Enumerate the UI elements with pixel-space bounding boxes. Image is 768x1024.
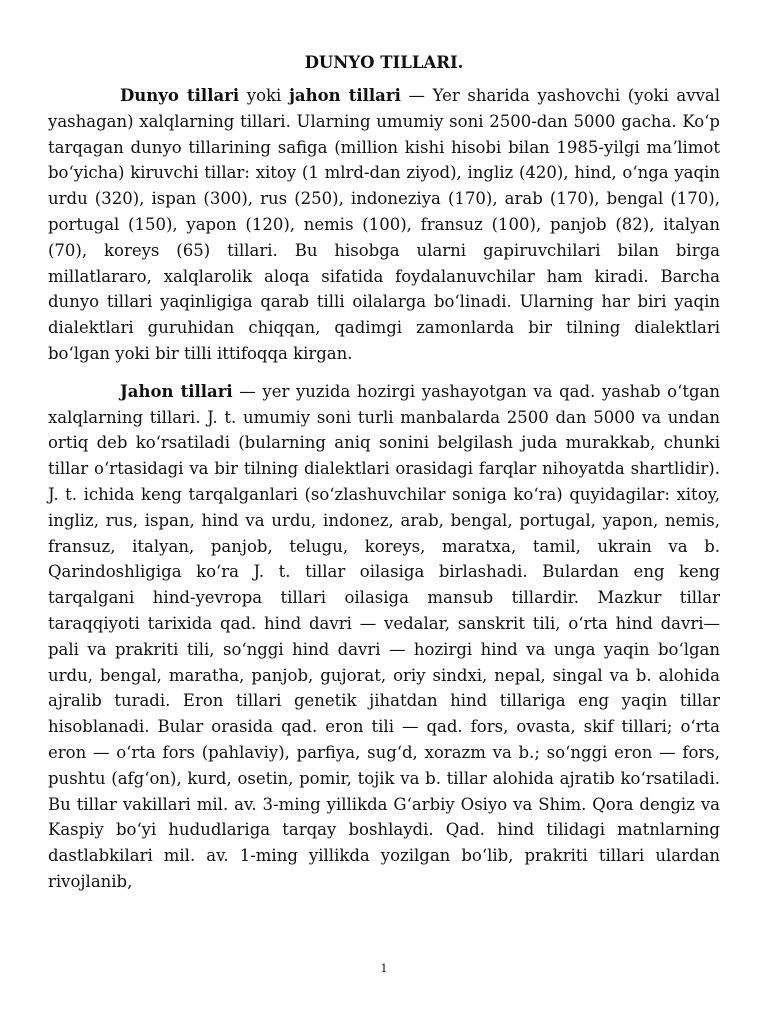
paragraph-dunyo-tillari (48, 83, 720, 367)
page-number: 1 (380, 962, 388, 975)
paragraph-body: — Yer sharida yashovchi (yoki avval yashagan) xalqlarning tillari. Ularning umumiy soni 2500-dan 5000 gacha. Koʻp tarqagan dunyo tillarining safiga (million kishi hisobi bilan 1985-yilgi maʼlimot boʻyicha) kiruvchi tillar: xitoy (1 mlrd-dan ziyod), ingliz (420), hind, oʻnga yaqin urdu (320), ispan (300), rus (250), indoneziya (170), arab (170), bengal (170), portugal (150), yapon (120), nemis (100), fransuz (100), panjob (82), italyan (70), koreys (65) tillari. Bu hisobga ularni gapiruvchilari bilan birga millatlararo, xalqlarolik aloqa sifatida foydalanuvchilar ham kiradi. Barcha dunyo tillari yaqinligiga qarab tilli oilalarga boʻlinadi. Ularning har biri yaqin dialektlari guruhidan chiqqan, qadimgi zamonlarda bir tilning dialektlari boʻlgan yoki bir tilli ittifoqqa kirgan. (48, 86, 721, 363)
paragraph-jahon-tillari (48, 379, 720, 895)
term-dunyo-tillari: Dunyo tillari (120, 86, 240, 105)
term-jahon-tillari-heading: Jahon tillari (120, 381, 233, 401)
conjunction-yoki: yoki (239, 86, 289, 105)
paragraph-body: — yer yuzida hozirgi yashayotgan va qad. yashab oʻtgan xalqlarning tillari. J. t. umumiy soni turli manbalarda 2500 dan 5000 va undan ortiq deb koʻrsatiladi (bularning aniq sonini belgilash juda murakkab, chunki tillar oʻrtasidagi va bir tilning dialektlari orasidagi farqlar nihoyatda shartlidir). J. t. ichida keng tarqalganlari (soʻzlashuvchilar soniga koʻra) quyidagilar: xitoy, ingliz, rus, ispan, hind va urdu, indonez, arab, bengal, portugal, yapon, nemis, fransuz, italyan, panjob, telugu, koreys, maratxa, tamil, ukrain va b. Qarindoshligiga koʻra J. t. tillar oilasiga birlashadi. Bulardan eng keng tarqalgani hind-yevropa tillari oilasiga mansub tillardir. Mazkur tillar taraqqiyoti tarixida qad. hind davri — vedalar, sanskrit tili, oʻrta hind davri— pali va prakriti tili, soʻnggi hind davri — hozirgi hind va unga yaqin boʻlgan urdu, bengal, maratha, panjob, gujorat, oriy sindxi, nepal, singal va b. alohida ajralib turadi. Eron tillari genetik jihatdan hind tillariga eng yaqin tillar hisoblanadi. Bular orasida qad. eron tili — qad. fors, ovasta, skif tillari; oʻrta eron — oʻrta fors (pahlaviy), parfiya, sugʻd, xorazm va b.; soʻnggi eron — fors, pushtu (afgʻon), kurd, osetin, pomir, tojik va b. tillar alohida ajratib koʻrsatiladi. Bu tillar vakillari mil. av. 3-ming yillikda Gʻarbiy Osiyo va Shim. Qora dengiz va Kaspiy boʻyi hududlariga tarqay boshlaydi. Qad. hind tilidagi matnlarning dastlabkilari mil. av. 1-ming yillikda yozilgan boʻlib, prakriti tillari ulardan rivojlanib, (48, 381, 721, 891)
document-title: DUNYO TILLARI. (304, 53, 464, 72)
document-page (48, 52, 720, 907)
term-jahon-tillari: jahon tillari (288, 86, 401, 105)
